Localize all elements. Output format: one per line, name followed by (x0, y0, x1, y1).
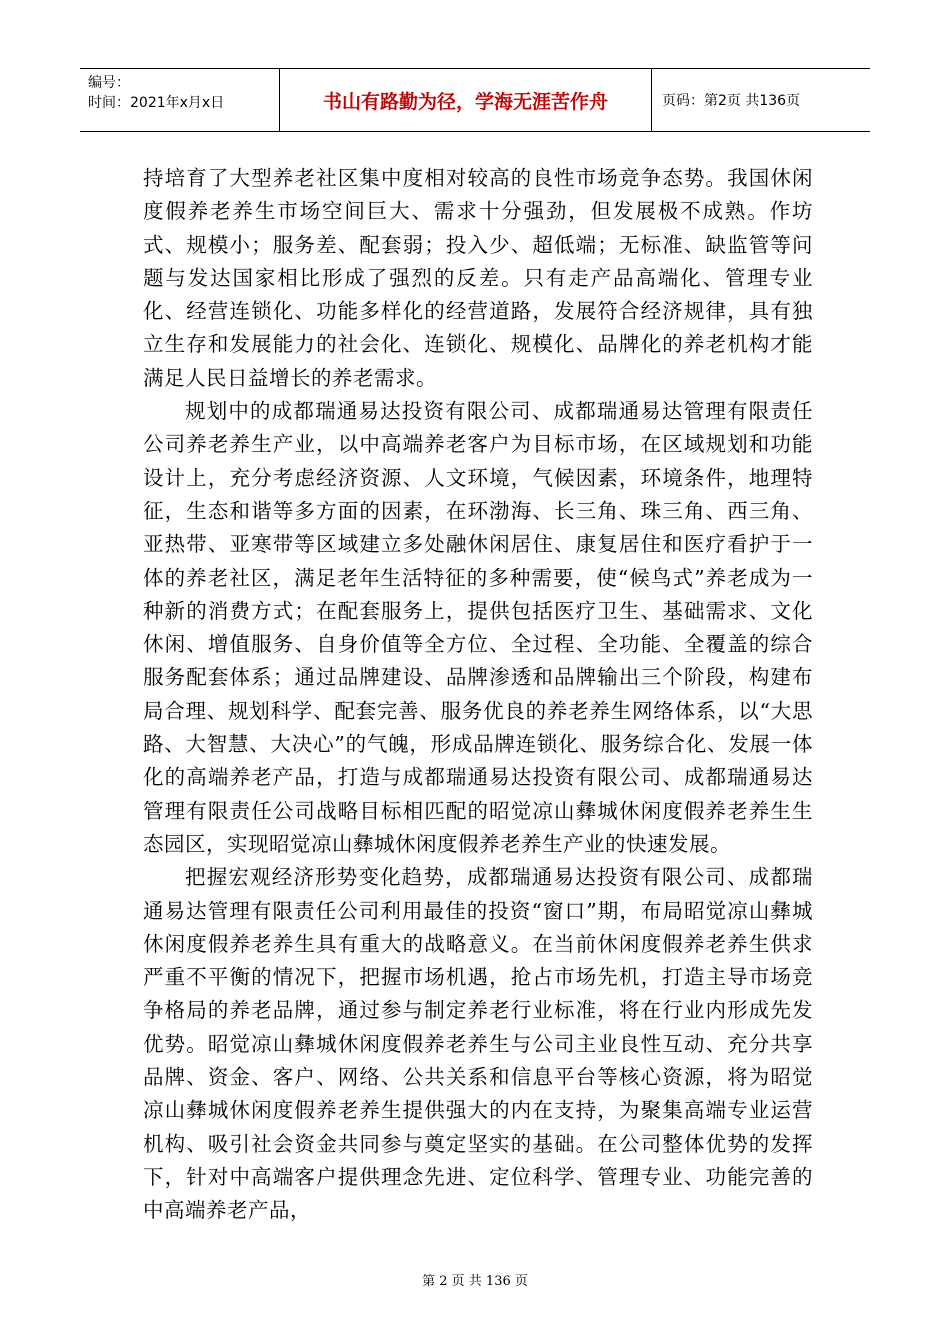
paragraph-3: 把握宏观经济形势变化趋势，成都瑞通易达投资有限公司、成都瑞通易达管理有限责任公司利用最佳的投资“窗口”期，布局昭觉凉山彝城休闲度假养老养生具有重大的战略意义。在当前休闲度假养老养生供求严重不平衡的情况下，把握市场机遇，抢占市场先机，打造主导市场竞争格局的养老品牌，通过参与制定养老行业标准，将在行业内形成先发优势。昭觉凉山彝城休闲度假养老养生与公司主业良性互动、充分共享品牌、资金、客户、网络、公共关系和信息平台等核心资源，将为昭觉凉山彝城休闲度假养老养生提供强大的内在支持，为聚集高端专业运营机构、吸引社会资金共同参与奠定坚实的基础。在公司整体优势的发挥下，针对中高端客户提供理念先进、定位科学、管理专业、功能完善的中高端养老产品， (143, 865, 813, 1223)
header-motto: 书山有路勤为径，学海无涯苦作舟 (280, 69, 652, 131)
header-page-info: 页码：第2页 共136页 (662, 93, 801, 109)
page-footer: 第 2 页 共 136 页 (422, 1274, 528, 1289)
time-label: 时间：2021年x月x日 (88, 95, 225, 111)
page-header (80, 68, 870, 132)
paragraph-2: 规划中的成都瑞通易达投资有限公司、成都瑞通易达管理有限责任公司养老养生产业，以中高端养老客户为目标市场，在区域规划和功能设计上，充分考虑经济资源、人文环境，气候因素，环境条件，地理特征，生态和谐等多方面的因素，在环渤海、长三角、珠三角、西三角、亚热带、亚寒带等区域建立多处融休闲居住、康复居住和医疗看护于一体的养老社区，满足老年生活特征的多种需要，使“候鸟式”养老成为一种新的消费方式；在配套服务上，提供包括医疗卫生、基础需求、文化休闲、增值服务、自身价值等全方位、全过程、全功能、全覆盖的综合服务配套体系；通过品牌建设、品牌渗透和品牌输出三个阶段，构建布局合理、规划科学、配套完善、服务优良的养老养生网络体系，以“大思路、大智慧、大决心”的气魄，形成品牌连锁化、服务综合化、发展一体化的高端养老产品，打造与成都瑞通易达投资有限公司、成都瑞通易达管理有限责任公司战略目标相匹配的昭觉凉山彝城休闲度假养老养生生态园区，实现昭觉凉山彝城休闲度假养老养生产业的快速发展。 (143, 399, 813, 856)
document-body (143, 162, 813, 1228)
number-label: 编号： (88, 75, 130, 91)
header-meta (80, 69, 280, 131)
paragraph-1: 持培育了大型养老社区集中度相对较高的良性市场竞争态势。我国休闲度假养老养生市场空间巨大、需求十分强劲，但发展极不成熟。作坊式、规模小；服务差、配套弱；投入少、超低端；无标准、缺监管等问题与发达国家相比形成了强烈的反差。只有走产品高端化、管理专业化、经营连锁化、功能多样化的经营道路，发展符合经济规律，具有独立生存和发展能力的社会化、连锁化、规模化、品牌化的养老机构才能满足人民日益增长的养老需求。 (143, 166, 813, 390)
